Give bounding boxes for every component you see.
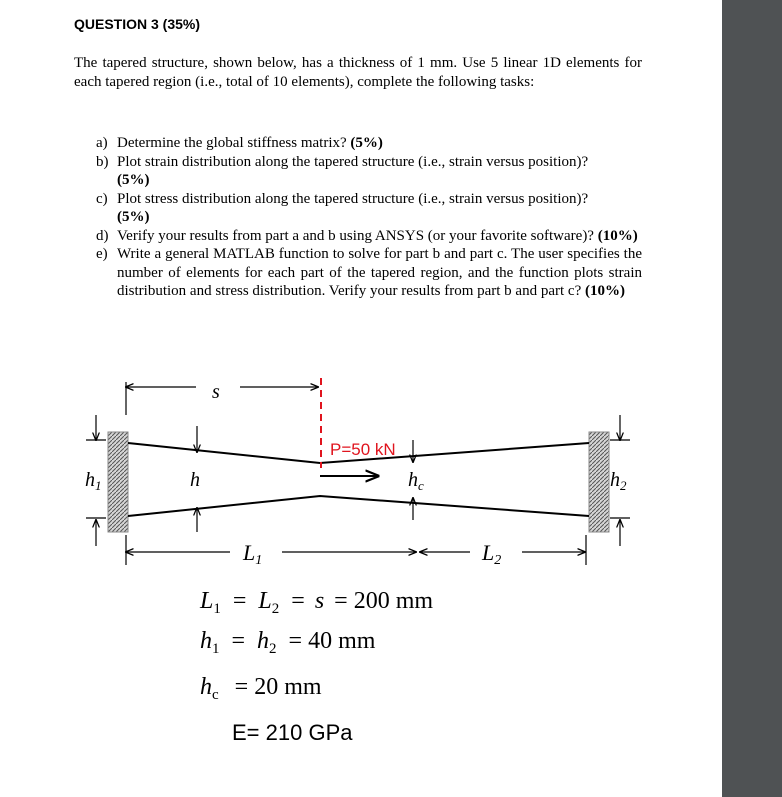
task-label: a) — [96, 135, 108, 151]
task-item — [96, 245, 642, 301]
task-marks: (10%) — [597, 227, 638, 244]
task-item — [96, 134, 642, 153]
question-intro: The tapered structure, shown below, has a thickness of 1 mm. Use 5 linear 1D elements for each tapered region (i.e., total of 10 elements), complete the following tasks: — [74, 55, 642, 90]
task-item — [96, 153, 642, 190]
task-marks: (5%) — [117, 209, 150, 225]
task-marks: (10%) — [584, 283, 625, 299]
equation-modulus: E= 210 GPa — [232, 720, 353, 745]
hc-label: $h_c$ — [408, 469, 424, 493]
task-marks: (5%) — [350, 135, 383, 151]
task-text: Plot stress distribution along the tapered structure (i.e., strain versus position)? — [117, 190, 589, 207]
given-values — [199, 588, 433, 745]
task-text: Plot strain distribution along the tapered structure (i.e., strain versus position)? — [117, 153, 589, 170]
task-text: Write a general MATLAB function to solve for part b and part c. The user specifies the number of elements for each part of the tapered region, and the function plots strain distribution and stress distribution. Verify your results from part b and part c? — [117, 246, 642, 299]
task-list — [96, 134, 642, 301]
L2-label: L2 — [482, 540, 502, 568]
load-label: P=50 kN — [330, 440, 396, 459]
h2-label: $h_2$ — [610, 469, 627, 493]
right-wall — [589, 432, 609, 532]
equation-center-height: $h_c = 20$ mm — [200, 674, 322, 703]
h-label: h — [190, 469, 200, 491]
equation-lengths: $L_1 = L_2 = s = 200$ mm — [200, 588, 434, 617]
left-wall — [108, 432, 128, 532]
task-label: d) — [96, 227, 109, 244]
task-text: Determine the global stiffness matrix? — [117, 135, 347, 151]
task-item — [96, 190, 642, 227]
task-label: c) — [96, 190, 108, 207]
s-label: s — [212, 381, 220, 403]
task-marks: (5%) — [117, 172, 150, 188]
task-text: Verify your results from part a and b using ANSYS (or your favorite software)? — [117, 227, 594, 244]
task-label: e) — [96, 246, 108, 262]
equation-heights: $h_1 = h_2 = 40$ mm — [200, 628, 376, 657]
task-label: b) — [96, 153, 109, 170]
task-item — [96, 227, 642, 246]
tapered-structure-figure — [0, 360, 722, 797]
side-panel — [722, 0, 782, 797]
L1-label: L1 — [243, 540, 263, 568]
h1-label: $h_1$ — [85, 469, 102, 493]
question-heading: QUESTION 3 (35%) — [74, 16, 201, 32]
